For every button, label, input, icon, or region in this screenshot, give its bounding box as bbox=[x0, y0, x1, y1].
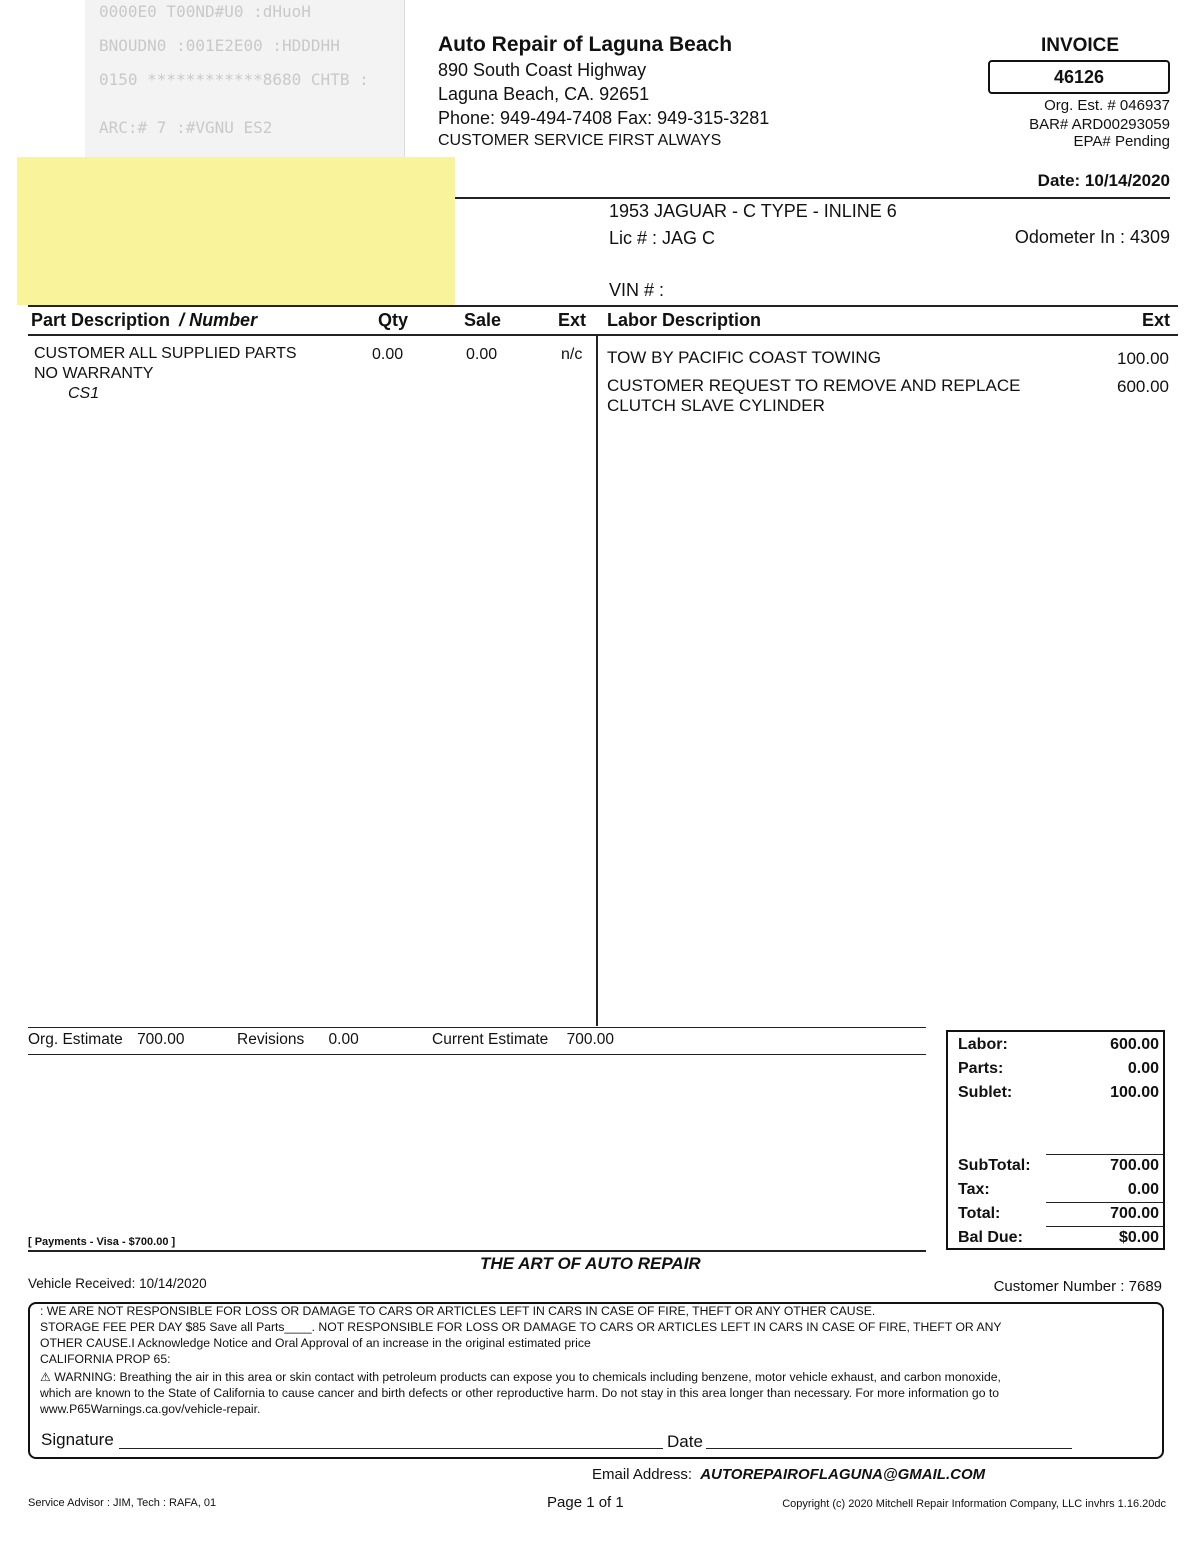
signature-line[interactable] bbox=[119, 1448, 663, 1449]
shop-address-1: 890 South Coast Highway bbox=[438, 60, 647, 80]
receipt-line: 0150 ************8680 CHTB : bbox=[99, 70, 369, 89]
part-qty: 0.00 bbox=[372, 346, 404, 363]
prop65-warning: which are known to the State of California to cause cancer and birth defects or other reproductive harm. Do not stay in this area longer than necessary. For more information go to bbox=[40, 1386, 1000, 1400]
subtotal-rule bbox=[1046, 1154, 1163, 1155]
estimate-top-rule bbox=[28, 1027, 926, 1028]
parts-desc-header bbox=[31, 310, 257, 331]
table-column-divider bbox=[596, 336, 598, 1026]
subtotal-label: SubTotal: bbox=[958, 1157, 1031, 1174]
qty-header: Qty bbox=[378, 310, 409, 330]
invoice-number: 46126 bbox=[988, 60, 1170, 94]
copyright: Copyright (c) 2020 Mitchell Repair Information Company, LLC invhrs 1.16.20dc bbox=[782, 1498, 1166, 1510]
table-header-rule bbox=[28, 334, 1178, 336]
prop65-heading: CALIFORNIA PROP 65: bbox=[40, 1352, 171, 1366]
part-sale: 0.00 bbox=[466, 346, 498, 363]
org-estimate-value: 700.00 bbox=[137, 1031, 185, 1048]
parts-desc-header-label: Part Description bbox=[31, 310, 171, 330]
email-label: Email Address: bbox=[592, 1466, 693, 1483]
current-estimate-label: Current Estimate bbox=[432, 1031, 549, 1048]
labor-ext: 600.00 bbox=[1117, 377, 1169, 396]
part-ext: n/c bbox=[561, 346, 583, 363]
total: 700.00 bbox=[1110, 1205, 1159, 1222]
shop-slogan: CUSTOMER SERVICE FIRST ALWAYS bbox=[438, 132, 722, 149]
revisions-label: Revisions bbox=[237, 1031, 305, 1048]
redaction-highlight bbox=[17, 157, 455, 305]
receipt-line: 0000E0 T00ND#U0 :dHuoH bbox=[99, 2, 311, 21]
email bbox=[592, 1466, 985, 1483]
date-label: Date bbox=[667, 1432, 703, 1451]
tax-label: Tax: bbox=[958, 1181, 990, 1198]
org-estimate-label: Org. Estimate bbox=[28, 1031, 123, 1048]
bar-number: BAR# ARD00293059 bbox=[1029, 116, 1170, 133]
table-top-rule bbox=[28, 305, 1178, 307]
bal-due-label: Bal Due: bbox=[958, 1229, 1023, 1246]
sublet-total: 100.00 bbox=[1110, 1084, 1159, 1101]
vehicle-received: Vehicle Received: 10/14/2020 bbox=[28, 1276, 207, 1291]
email-address: AUTOREPAIROFLAGUNA@GMAIL.COM bbox=[700, 1466, 986, 1483]
payments-note: [ Payments - Visa - $700.00 ] bbox=[28, 1236, 176, 1248]
shop-phone-fax: Phone: 949-494-7408 Fax: 949-315-3281 bbox=[438, 108, 770, 128]
tagline: THE ART OF AUTO REPAIR bbox=[480, 1254, 701, 1273]
odometer: Odometer In : 4309 bbox=[1014, 227, 1170, 247]
vehicle-description: 1953 JAGUAR - C TYPE - INLINE 6 bbox=[609, 201, 897, 221]
shop-address-2: Laguna Beach, CA. 92651 bbox=[438, 84, 650, 104]
disclaimer-line: STORAGE FEE PER DAY $85 Save all Parts____. NOT RESPONSIBLE FOR LOSS OR DAMAGE TO CARS OR ARTICLES LEFT IN CARS IN CASE OF FIRE, THEFT OR ANY bbox=[40, 1320, 1002, 1334]
labor-total-label: Labor: bbox=[958, 1036, 1008, 1053]
parts-ext-header: Ext bbox=[558, 310, 587, 330]
service-advisor: Service Advisor : JIM, Tech : RAFA, 01 bbox=[28, 1497, 217, 1509]
shop-name: Auto Repair of Laguna Beach bbox=[438, 33, 733, 56]
part-desc-line2: NO WARRANTY bbox=[34, 365, 154, 382]
labor-desc-line2: CLUTCH SLAVE CYLINDER bbox=[607, 396, 825, 415]
labor-desc-line1: TOW BY PACIFIC COAST TOWING bbox=[607, 348, 881, 367]
estimate-bottom-rule bbox=[28, 1054, 926, 1055]
page-number: Page 1 of 1 bbox=[547, 1494, 624, 1511]
revisions bbox=[237, 1031, 359, 1049]
disclaimer-box bbox=[28, 1302, 1164, 1459]
part-desc-line1: CUSTOMER ALL SUPPLIED PARTS bbox=[34, 345, 297, 362]
labor-desc-line1: CUSTOMER REQUEST TO REMOVE AND REPLACE bbox=[607, 376, 1021, 395]
parts-number-header-label: / Number bbox=[179, 310, 258, 330]
receipt-scrap bbox=[85, 0, 405, 158]
part-number: CS1 bbox=[68, 385, 100, 402]
date-line[interactable] bbox=[706, 1448, 1072, 1449]
org-est-number: Org. Est. # 046937 bbox=[1044, 97, 1170, 114]
vin: VIN # : bbox=[609, 280, 665, 300]
receipt-line: ARC:# 7 :#VGNU ES2 bbox=[99, 118, 273, 137]
revisions-value: 0.00 bbox=[328, 1031, 359, 1048]
labor-ext: 100.00 bbox=[1117, 349, 1169, 368]
current-estimate bbox=[432, 1031, 614, 1049]
totals-box bbox=[946, 1030, 1165, 1250]
invoice-label: INVOICE bbox=[1040, 35, 1120, 56]
invoice-date: Date: 10/14/2020 bbox=[1037, 171, 1170, 190]
signature-label: Signature bbox=[41, 1430, 114, 1449]
receipt-line: BNOUDN0 :001E2E00 :HDDDHH bbox=[99, 36, 340, 55]
labor-ext-header: Ext bbox=[1141, 310, 1170, 330]
parts-total: 0.00 bbox=[1127, 1060, 1159, 1077]
disclaimer-line: OTHER CAUSE.I Acknowledge Notice and Oral Approval of an increase in the original estimated price bbox=[40, 1336, 591, 1350]
baldue-rule bbox=[1046, 1226, 1163, 1227]
subtotal: 700.00 bbox=[1110, 1157, 1159, 1174]
labor-desc-header: Labor Description bbox=[607, 310, 762, 330]
prop65-warning: ⚠ WARNING: Breathing the air in this area or skin contact with petroleum products can expose you to chemicals including benzene, motor vehicle exhaust, and carbon monoxide, bbox=[40, 1370, 1001, 1384]
license-plate: Lic # : JAG C bbox=[609, 228, 716, 248]
epa-number: EPA# Pending bbox=[1073, 133, 1170, 150]
org-estimate bbox=[28, 1031, 184, 1049]
labor-total: 600.00 bbox=[1110, 1036, 1159, 1053]
header-divider bbox=[455, 197, 1170, 199]
bal-due: $0.00 bbox=[1118, 1229, 1159, 1246]
current-estimate-value: 700.00 bbox=[566, 1031, 615, 1048]
sublet-total-label: Sublet: bbox=[958, 1084, 1013, 1101]
tax: 0.00 bbox=[1127, 1181, 1159, 1198]
total-rule bbox=[1046, 1202, 1163, 1203]
prop65-link: www.P65Warnings.ca.gov/vehicle-repair. bbox=[40, 1402, 261, 1416]
parts-total-label: Parts: bbox=[958, 1060, 1004, 1077]
customer-number: Customer Number : 7689 bbox=[993, 1278, 1162, 1295]
sale-header: Sale bbox=[464, 310, 502, 330]
total-label: Total: bbox=[958, 1205, 1001, 1222]
payments-rule bbox=[28, 1250, 926, 1252]
disclaimer-line: : WE ARE NOT RESPONSIBLE FOR LOSS OR DAMAGE TO CARS OR ARTICLES LEFT IN CARS IN CASE OF FIRE, THEFT OR ANY OTHER CAUSE. bbox=[40, 1304, 876, 1318]
